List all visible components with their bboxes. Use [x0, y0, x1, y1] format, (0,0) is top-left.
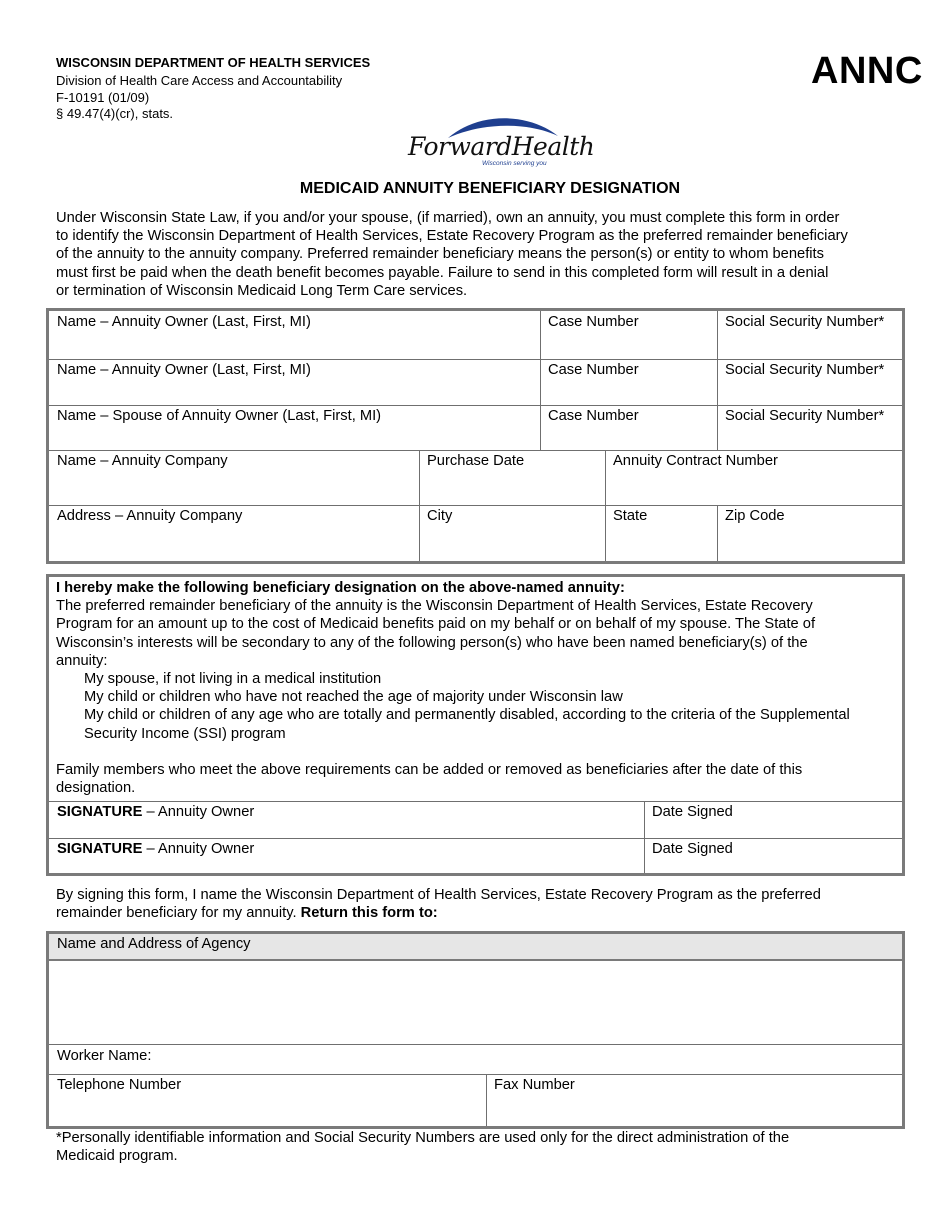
spouse-name-field[interactable] [49, 405, 540, 450]
family-line: designation. [56, 780, 136, 797]
company-name-field[interactable] [49, 450, 419, 505]
return-instruction: Return this form to: [300, 905, 438, 922]
owner2-name-field[interactable] [49, 359, 540, 405]
worker-name-field[interactable] [49, 1044, 902, 1074]
logo-text: ForwardHealth [408, 132, 595, 161]
list-item: Security Income (SSI) program [84, 725, 286, 742]
date-signed-label: Date Signed [652, 841, 733, 857]
logo-tagline: Wisconsin serving you [482, 160, 547, 167]
contract-number-label: Annuity Contract Number [613, 453, 778, 469]
contract-number-field[interactable] [605, 450, 902, 505]
designation-line: Wisconsin’s interests will be secondary to any of the following person(s) who have been named beneficiary(s) of the [56, 634, 808, 651]
designation-line: Program for an amount up to the cost of Medicaid benefits paid on my behalf or on behalf of my spouse. The State of [56, 616, 816, 633]
form-title: MEDICAID ANNUITY BENEFICIARY DESIGNATION [299, 180, 681, 197]
intro-line: must first be paid when the death benefit becomes payable. Failure to send in this completed form will result in a denial [56, 264, 829, 281]
owner2-ssn-field[interactable] [717, 359, 902, 405]
owner2-name-label: Name – Annuity Owner (Last, First, MI) [57, 362, 311, 378]
signature-field-1[interactable] [49, 801, 644, 838]
signature-label: – Annuity Owner [142, 841, 255, 857]
state-field[interactable] [605, 505, 717, 561]
state-label: State [613, 508, 648, 524]
owner1-ssn-label: Social Security Number* [725, 314, 885, 330]
company-address-label: Address – Annuity Company [57, 508, 243, 524]
signature-bold-label: SIGNATURE [57, 841, 143, 857]
purchase-date-field[interactable] [419, 450, 605, 505]
return-line [56, 904, 916, 922]
spouse-case-number-label: Case Number [548, 408, 639, 424]
owner2-case-number-label: Case Number [548, 362, 639, 378]
forwardhealth-logo [408, 114, 595, 170]
footnote [56, 1129, 916, 1165]
date-signed-field-1[interactable] [644, 801, 902, 838]
owner1-ssn-field[interactable] [717, 311, 902, 359]
signature-field-2[interactable] [49, 838, 644, 873]
city-field[interactable] [419, 505, 605, 561]
designation-section [46, 574, 905, 876]
owner2-ssn-label: Social Security Number* [725, 362, 885, 378]
date-signed-label: Date Signed [652, 804, 733, 820]
signature-bold-label: SIGNATURE [57, 804, 143, 820]
agency-section [46, 931, 905, 1129]
worker-name-label: Worker Name: [57, 1048, 152, 1064]
footnote-line: Medicaid program. [56, 1148, 178, 1165]
return-line: By signing this form, I name the Wisconsin Department of Health Services, Estate Recovery Program as the preferred [56, 887, 821, 903]
spouse-ssn-label: Social Security Number* [725, 408, 885, 424]
intro-line: of the annuity to the annuity company. Preferred remainder beneficiary means the person(s) or entity to whom benefits [56, 246, 824, 263]
list-item: My child or children who have not reached the age of majority under Wisconsin law [84, 689, 623, 706]
telephone-label: Telephone Number [57, 1077, 182, 1093]
agency-header-label: Name and Address of Agency [57, 936, 251, 952]
owner1-name-label: Name – Annuity Owner (Last, First, MI) [57, 314, 311, 330]
agency-header [49, 934, 902, 959]
owner2-case-number-field[interactable] [540, 359, 717, 405]
return-paragraph [56, 886, 916, 922]
zip-field[interactable] [717, 505, 902, 561]
intro-line: to identify the Wisconsin Department of Health Services, Estate Recovery Program as the preferred remainder beneficiary [56, 228, 848, 245]
list-item: My child or children of any age who are totally and permanently disabled, according to the criteria of the Supplemental [84, 707, 850, 724]
date-signed-field-2[interactable] [644, 838, 902, 873]
annuity-owner-table [46, 308, 905, 564]
beneficiary-list [56, 670, 901, 743]
form-code: ANNC [811, 50, 923, 92]
designation-line: annuity: [56, 652, 108, 669]
fax-field[interactable] [486, 1074, 902, 1126]
intro-line: Under Wisconsin State Law, if you and/or your spouse, (if married), own an annuity, you must complete this form in order [56, 210, 840, 226]
return-line-text: remainder beneficiary for my annuity. [56, 905, 301, 922]
designation-line: The preferred remainder beneficiary of the annuity is the Wisconsin Department of Health Services, Estate Recovery [56, 598, 813, 615]
intro-line: or termination of Wisconsin Medicaid Long Term Care services. [56, 282, 468, 299]
fax-label: Fax Number [494, 1077, 575, 1093]
spouse-case-number-field[interactable] [540, 405, 717, 450]
division-name: Division of Health Care Access and Accountability [56, 73, 343, 88]
designation-heading: I hereby make the following beneficiary designation on the above-named annuity: [56, 580, 625, 596]
owner1-case-number-field[interactable] [540, 311, 717, 359]
owner1-name-field[interactable] [49, 311, 540, 359]
company-name-label: Name – Annuity Company [57, 453, 228, 469]
owner1-case-number-label: Case Number [548, 314, 639, 330]
department-name: WISCONSIN DEPARTMENT OF HEALTH SERVICES [56, 55, 371, 70]
city-label: City [427, 508, 453, 524]
signature-label: – Annuity Owner [142, 804, 255, 820]
footnote-line: *Personally identifiable information and Social Security Numbers are used only for the direct administration of the [56, 1130, 790, 1146]
purchase-date-label: Purchase Date [427, 453, 525, 469]
family-line: Family members who meet the above requirements can be added or removed as beneficiaries after the date of this [56, 761, 803, 778]
spouse-name-label: Name – Spouse of Annuity Owner (Last, First, MI) [57, 408, 382, 424]
company-address-field[interactable] [49, 505, 419, 561]
intro-paragraph [56, 209, 916, 300]
list-item: My spouse, if not living in a medical institution [84, 671, 382, 688]
zip-label: Zip Code [725, 508, 785, 524]
designation-text [56, 579, 901, 797]
telephone-field[interactable] [49, 1074, 486, 1126]
agency-address-field[interactable] [49, 961, 902, 1044]
statute-reference: § 49.47(4)(cr), stats. [56, 106, 174, 121]
form-number: F-10191 (01/09) [56, 90, 150, 105]
spouse-ssn-field[interactable] [717, 405, 902, 450]
